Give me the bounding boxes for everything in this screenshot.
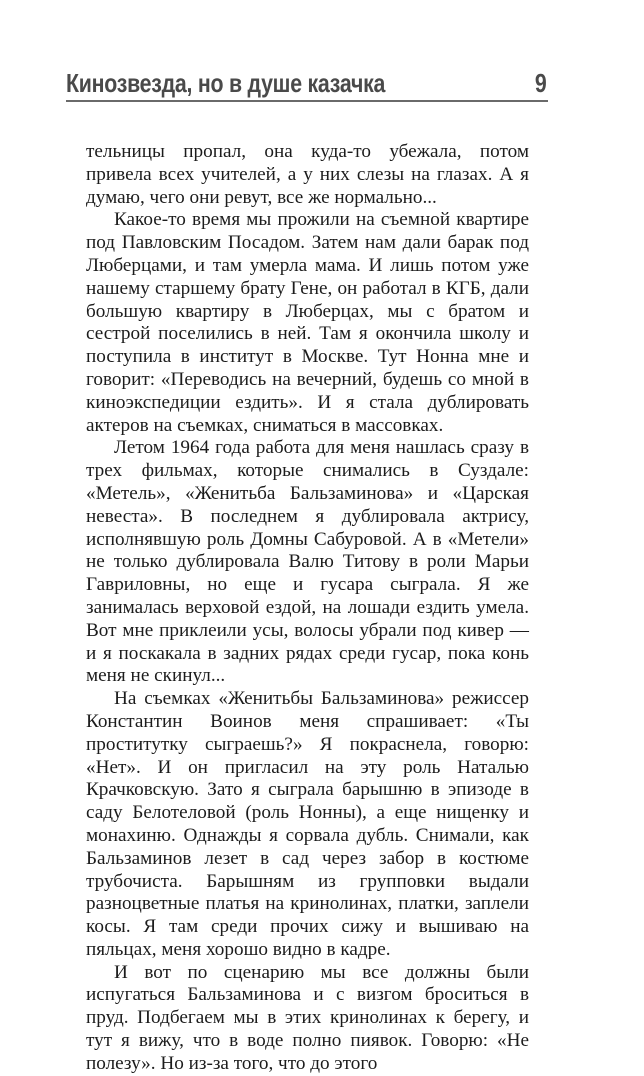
- running-header: [66, 62, 548, 98]
- paragraph-2: Какое-то время мы прожили на съемной квартире под Павловским Посадом. Затем нам дали барак под Люберцами, и там умерла мама. И лишь потом уже нашему старшему брату Гене, он работал в КГБ, дали большую квартиру в Люберцах, мы с братом и сестрой поселились в ней. Там я окончила школу и поступила в институт в Москве. Тут Нонна мне и говорит: «Переводись на вечерний, будешь со мной в киноэкспедиции ездить». И я стала дублировать актеров на съемках, сниматься в массовках.: [86, 209, 529, 436]
- body-text: [86, 141, 529, 1076]
- running-title: Кинозвезда, но в душе казачка: [66, 68, 386, 98]
- paragraph-1: тельницы пропал, она куда-то убежала, потом привела всех учителей, а у них слезы на глазах. А я думаю, чего они ревут, все же нормально...: [86, 141, 529, 208]
- paragraph-5: И вот по сценарию мы все должны были испугаться Бальзаминова и с визгом броситься в пруд. Подбегаем мы в этих кринолинах к берегу, и тут я вижу, что в воде полно пиявок. Говорю: «Не полезу». Но из-за того, что до этого: [86, 961, 529, 1074]
- paragraph-4: На съемках «Женитьбы Бальзаминова» режиссер Константин Воинов меня спрашивает: «Ты проститутку сыграешь?» Я покраснела, говорю: «Нет». И он пригласил на эту роль Наталью Крачковскую. Зато я сыграла барышню в эпизоде в саду Белотеловой (роль Нонны), а еще нищенку и монахиню. Однажды я сорвала дубль. Снимали, как Бальзаминов лезет в сад через забор в костюме трубочиста. Барышням из групповки выдали разноцветные платья на кринолинах, платки, заплели косы. Я там среди прочих сижу и вышиваю на пяльцах, меня хорошо видно в кадре.: [86, 688, 529, 960]
- header-rule: [66, 100, 548, 102]
- paragraph-3: Летом 1964 года работа для меня нашлась сразу в трех фильмах, которые снимались в Суздале: «Метель», «Женитьба Бальзаминова» и «Царская невеста». В последнем я дублировала актрису, исполнявшую роль Домны Сабуровой. А в «Метели» не только дублировала Валю Титову в роли Марьи Гавриловны, но еще и гусара сыграла. Я же занималась верховой ездой, на лошади ездить умела. Вот мне приклеили усы, волосы убрали под кивер — и я поскакала в задних рядах среди гусар, пока конь меня не скинул...: [86, 437, 529, 687]
- page-number: 9: [534, 68, 547, 98]
